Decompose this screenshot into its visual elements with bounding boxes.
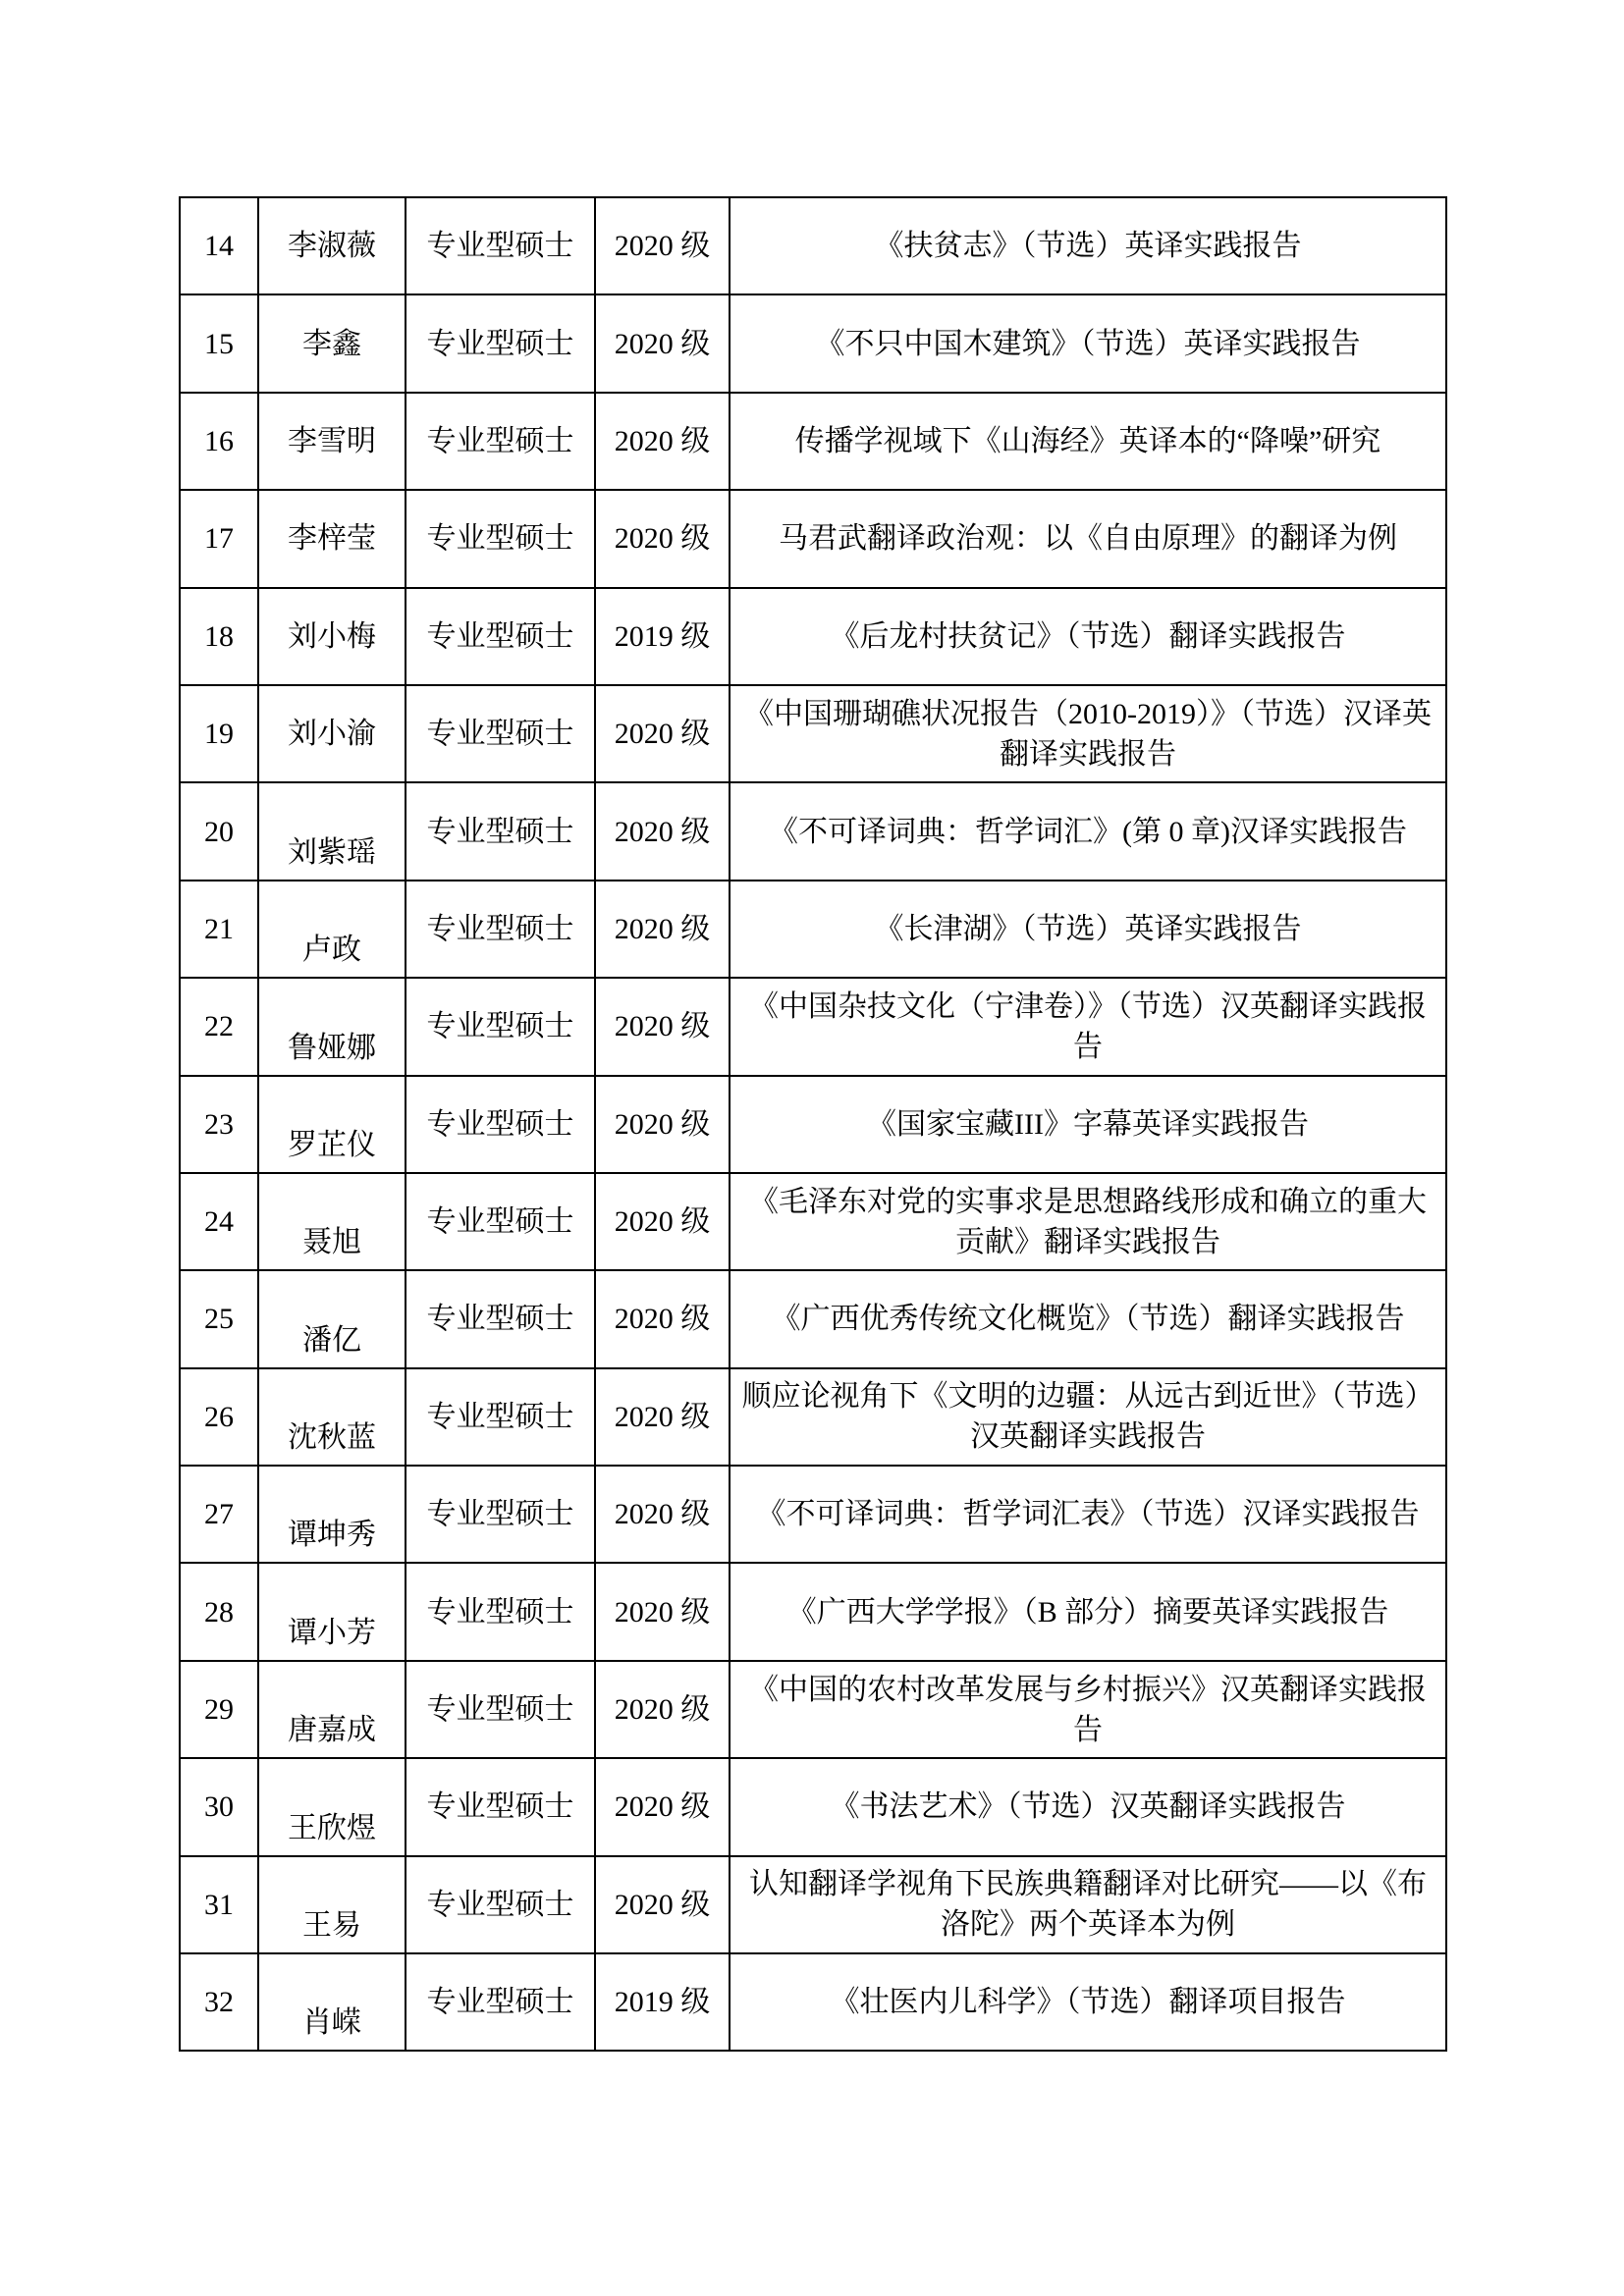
- row-number-cell: [180, 490, 258, 587]
- row-number: 30: [204, 1790, 234, 1824]
- table-row: [180, 294, 1446, 392]
- degree-type: 专业型硕士: [426, 1107, 574, 1141]
- degree-type: 专业型硕士: [426, 327, 574, 360]
- student-name: 刘小梅: [288, 619, 376, 653]
- degree-type-cell: [406, 881, 595, 978]
- thesis-title-cell: [730, 588, 1446, 685]
- enrollment-year-cell: [595, 294, 730, 392]
- thesis-title: 顺应论视角下《文明的边疆：从远古到近世》（节选）汉英翻译实践报告: [741, 1380, 1435, 1454]
- table-row: [180, 1856, 1446, 1953]
- degree-type-cell: [406, 782, 595, 880]
- row-number: 18: [204, 619, 234, 653]
- enrollment-year: 2020 级: [614, 1400, 711, 1433]
- table-row: [180, 685, 1446, 782]
- enrollment-year: 2020 级: [614, 230, 711, 263]
- enrollment-year: 2020 级: [614, 327, 711, 360]
- row-number: 16: [204, 424, 234, 457]
- table-row: [180, 782, 1446, 880]
- degree-type: 专业型硕士: [426, 1400, 574, 1433]
- row-number: 29: [204, 1693, 234, 1727]
- row-number: 26: [204, 1400, 234, 1433]
- enrollment-year: 2020 级: [614, 718, 711, 751]
- thesis-title: 《中国珊瑚礁状况报告（2010-2019）》（节选）汉译英翻译实践报告: [744, 697, 1432, 771]
- row-number-cell: [180, 197, 258, 294]
- thesis-roster-body: [180, 197, 1446, 2051]
- student-name: 唐嘉成: [288, 1714, 376, 1747]
- table-row: [180, 197, 1446, 294]
- student-name-cell: [258, 588, 406, 685]
- degree-type-cell: [406, 1368, 595, 1466]
- degree-type-cell: [406, 294, 595, 392]
- degree-type-cell: [406, 1856, 595, 1953]
- thesis-title-cell: [730, 1466, 1446, 1563]
- student-name: 王欣煜: [288, 1811, 376, 1844]
- enrollment-year: 2019 级: [614, 1986, 711, 2019]
- degree-type-cell: [406, 1953, 595, 2051]
- enrollment-year-cell: [595, 1270, 730, 1367]
- student-name: 刘小渝: [288, 718, 376, 751]
- row-number: 21: [204, 912, 234, 945]
- degree-type: 专业型硕士: [426, 1010, 574, 1043]
- degree-type-cell: [406, 1563, 595, 1660]
- thesis-title: 《不可译词典：哲学词汇》(第 0 章)汉译实践报告: [769, 815, 1407, 848]
- student-name-cell: [258, 393, 406, 490]
- enrollment-year: 2019 级: [614, 619, 711, 653]
- degree-type: 专业型硕士: [426, 815, 574, 848]
- row-number: 32: [204, 1986, 234, 2019]
- row-number: 15: [204, 327, 234, 360]
- enrollment-year: 2020 级: [614, 1888, 711, 1921]
- student-name-cell: [258, 1076, 406, 1173]
- degree-type: 专业型硕士: [426, 1986, 574, 2019]
- student-name: 沈秋蓝: [288, 1421, 376, 1455]
- thesis-title: 《不可译词典：哲学词汇表》（节选）汉译实践报告: [756, 1498, 1420, 1531]
- row-number-cell: [180, 1563, 258, 1660]
- table-row: [180, 1661, 1446, 1758]
- degree-type: 专业型硕士: [426, 522, 574, 556]
- degree-type: 专业型硕士: [426, 424, 574, 457]
- enrollment-year-cell: [595, 1953, 730, 2051]
- thesis-title-cell: [730, 1563, 1446, 1660]
- row-number-cell: [180, 1661, 258, 1758]
- table-row: [180, 1758, 1446, 1855]
- row-number: 19: [204, 718, 234, 751]
- thesis-title-cell: [730, 685, 1446, 782]
- row-number-cell: [180, 1953, 258, 2051]
- degree-type-cell: [406, 588, 595, 685]
- degree-type-cell: [406, 490, 595, 587]
- degree-type: 专业型硕士: [426, 1303, 574, 1336]
- row-number: 25: [204, 1303, 234, 1336]
- student-name-cell: [258, 1368, 406, 1466]
- row-number-cell: [180, 1856, 258, 1953]
- student-name: 罗芷仪: [288, 1128, 376, 1161]
- degree-type-cell: [406, 1466, 595, 1563]
- student-name: 鲁娅娜: [288, 1031, 376, 1064]
- table-row: [180, 1466, 1446, 1563]
- enrollment-year-cell: [595, 1563, 730, 1660]
- row-number-cell: [180, 1270, 258, 1367]
- row-number: 24: [204, 1205, 234, 1239]
- student-name: 潘亿: [302, 1323, 361, 1357]
- thesis-title-cell: [730, 1270, 1446, 1367]
- row-number: 22: [204, 1010, 234, 1043]
- student-name-cell: [258, 294, 406, 392]
- enrollment-year: 2020 级: [614, 1303, 711, 1336]
- row-number: 28: [204, 1595, 234, 1629]
- thesis-title: 传播学视域下《山海经》英译本的“降噪”研究: [794, 424, 1381, 457]
- student-name-cell: [258, 1953, 406, 2051]
- student-name: 王易: [302, 1909, 361, 1943]
- thesis-title-cell: [730, 1076, 1446, 1173]
- table-row: [180, 393, 1446, 490]
- enrollment-year-cell: [595, 978, 730, 1075]
- student-name: 谭坤秀: [288, 1519, 376, 1552]
- student-name-cell: [258, 1856, 406, 1953]
- row-number: 14: [204, 230, 234, 263]
- student-name: 肖嵘: [302, 2006, 361, 2040]
- degree-type-cell: [406, 393, 595, 490]
- table-row: [180, 1953, 1446, 2051]
- degree-type-cell: [406, 978, 595, 1075]
- thesis-title-cell: [730, 393, 1446, 490]
- enrollment-year-cell: [595, 197, 730, 294]
- degree-type: 专业型硕士: [426, 1888, 574, 1921]
- enrollment-year: 2020 级: [614, 815, 711, 848]
- row-number-cell: [180, 294, 258, 392]
- row-number-cell: [180, 1076, 258, 1173]
- thesis-title-cell: [730, 490, 1446, 587]
- enrollment-year-cell: [595, 1466, 730, 1563]
- degree-type-cell: [406, 685, 595, 782]
- enrollment-year: 2020 级: [614, 1498, 711, 1531]
- student-name-cell: [258, 197, 406, 294]
- degree-type: 专业型硕士: [426, 1790, 574, 1824]
- row-number: 17: [204, 522, 234, 556]
- thesis-title-cell: [730, 782, 1446, 880]
- thesis-title: 《中国杂技文化（宁津卷）》（节选）汉英翻译实践报告: [749, 989, 1427, 1063]
- table-row: [180, 588, 1446, 685]
- row-number-cell: [180, 978, 258, 1075]
- thesis-title-cell: [730, 1173, 1446, 1270]
- degree-type-cell: [406, 197, 595, 294]
- enrollment-year-cell: [595, 588, 730, 685]
- thesis-title: 《扶贫志》（节选）英译实践报告: [874, 230, 1302, 263]
- thesis-title-cell: [730, 1953, 1446, 2051]
- thesis-title-cell: [730, 1368, 1446, 1466]
- student-name-cell: [258, 1563, 406, 1660]
- student-name-cell: [258, 881, 406, 978]
- degree-type: 专业型硕士: [426, 1595, 574, 1629]
- thesis-title: 《长津湖》（节选）英译实践报告: [874, 912, 1302, 945]
- enrollment-year-cell: [595, 490, 730, 587]
- row-number-cell: [180, 782, 258, 880]
- table-row: [180, 1270, 1446, 1367]
- row-number: 31: [204, 1888, 234, 1921]
- student-name-cell: [258, 1758, 406, 1855]
- thesis-title-cell: [730, 294, 1446, 392]
- enrollment-year: 2020 级: [614, 1790, 711, 1824]
- enrollment-year: 2020 级: [614, 424, 711, 457]
- thesis-title-cell: [730, 1856, 1446, 1953]
- enrollment-year-cell: [595, 1758, 730, 1855]
- degree-type: 专业型硕士: [426, 912, 574, 945]
- row-number-cell: [180, 393, 258, 490]
- degree-type: 专业型硕士: [426, 718, 574, 751]
- enrollment-year: 2020 级: [614, 1107, 711, 1141]
- thesis-title: 《不只中国木建筑》（节选）英译实践报告: [815, 327, 1361, 360]
- table-row: [180, 1173, 1446, 1270]
- enrollment-year: 2020 级: [614, 1205, 711, 1239]
- table-row: [180, 1368, 1446, 1466]
- row-number-cell: [180, 1758, 258, 1855]
- row-number: 27: [204, 1498, 234, 1531]
- enrollment-year: 2020 级: [614, 1693, 711, 1727]
- student-name-cell: [258, 1466, 406, 1563]
- thesis-title-cell: [730, 978, 1446, 1075]
- degree-type: 专业型硕士: [426, 230, 574, 263]
- degree-type: 专业型硕士: [426, 1498, 574, 1531]
- thesis-title: 《书法艺术》（节选）汉英翻译实践报告: [830, 1790, 1346, 1824]
- thesis-title-cell: [730, 1758, 1446, 1855]
- student-name-cell: [258, 1173, 406, 1270]
- degree-type-cell: [406, 1076, 595, 1173]
- enrollment-year: 2020 级: [614, 522, 711, 556]
- enrollment-year-cell: [595, 782, 730, 880]
- row-number: 23: [204, 1107, 234, 1141]
- student-name: 谭小芳: [288, 1616, 376, 1649]
- thesis-title: 《毛泽东对党的实事求是思想路线形成和确立的重大贡献》翻译实践报告: [749, 1185, 1427, 1258]
- student-name-cell: [258, 1661, 406, 1758]
- degree-type: 专业型硕士: [426, 1693, 574, 1727]
- degree-type: 专业型硕士: [426, 619, 574, 653]
- thesis-title-cell: [730, 197, 1446, 294]
- thesis-title: 《广西优秀传统文化概览》（节选）翻译实践报告: [771, 1303, 1405, 1336]
- row-number-cell: [180, 1368, 258, 1466]
- table-row: [180, 1563, 1446, 1660]
- thesis-title: 《后龙村扶贫记》（节选）翻译实践报告: [830, 619, 1346, 653]
- table-row: [180, 490, 1446, 587]
- enrollment-year-cell: [595, 685, 730, 782]
- degree-type: 专业型硕士: [426, 1205, 574, 1239]
- degree-type-cell: [406, 1173, 595, 1270]
- enrollment-year-cell: [595, 1076, 730, 1173]
- enrollment-year-cell: [595, 881, 730, 978]
- student-name-cell: [258, 978, 406, 1075]
- row-number: 20: [204, 815, 234, 848]
- enrollment-year-cell: [595, 1368, 730, 1466]
- degree-type-cell: [406, 1758, 595, 1855]
- table-row: [180, 1076, 1446, 1173]
- table-row: [180, 978, 1446, 1075]
- student-name: 聂旭: [302, 1226, 361, 1259]
- enrollment-year-cell: [595, 1661, 730, 1758]
- row-number-cell: [180, 588, 258, 685]
- student-name: 李梓莹: [288, 522, 376, 556]
- degree-type-cell: [406, 1270, 595, 1367]
- thesis-title-cell: [730, 1661, 1446, 1758]
- student-name-cell: [258, 685, 406, 782]
- enrollment-year: 2020 级: [614, 1595, 711, 1629]
- student-name-cell: [258, 490, 406, 587]
- thesis-title: 《国家宝藏III》字幕英译实践报告: [867, 1107, 1309, 1141]
- row-number-cell: [180, 1466, 258, 1563]
- row-number-cell: [180, 881, 258, 978]
- thesis-title: 《壮医内儿科学》（节选）翻译项目报告: [830, 1986, 1346, 2019]
- student-name-cell: [258, 782, 406, 880]
- enrollment-year-cell: [595, 393, 730, 490]
- thesis-title: 《中国的农村改革发展与乡村振兴》汉英翻译实践报告: [749, 1673, 1427, 1746]
- enrollment-year: 2020 级: [614, 1010, 711, 1043]
- enrollment-year: 2020 级: [614, 912, 711, 945]
- row-number-cell: [180, 1173, 258, 1270]
- row-number-cell: [180, 685, 258, 782]
- thesis-title: 《广西大学学报》（B 部分）摘要英译实践报告: [786, 1595, 1389, 1629]
- student-name: 李雪明: [288, 424, 376, 457]
- thesis-title-cell: [730, 881, 1446, 978]
- student-name: 李鑫: [302, 327, 361, 360]
- student-name: 李淑薇: [288, 230, 376, 263]
- student-name-cell: [258, 1270, 406, 1367]
- enrollment-year-cell: [595, 1856, 730, 1953]
- student-name: 刘紫瑶: [288, 835, 376, 869]
- thesis-title: 马君武翻译政治观：以《自由原理》的翻译为例: [779, 522, 1397, 556]
- degree-type-cell: [406, 1661, 595, 1758]
- table-row: [180, 881, 1446, 978]
- thesis-roster-table: [179, 196, 1447, 2052]
- thesis-title: 认知翻译学视角下民族典籍翻译对比研究——以《布洛陀》两个英译本为例: [749, 1868, 1427, 1942]
- student-name: 卢政: [302, 934, 361, 967]
- enrollment-year-cell: [595, 1173, 730, 1270]
